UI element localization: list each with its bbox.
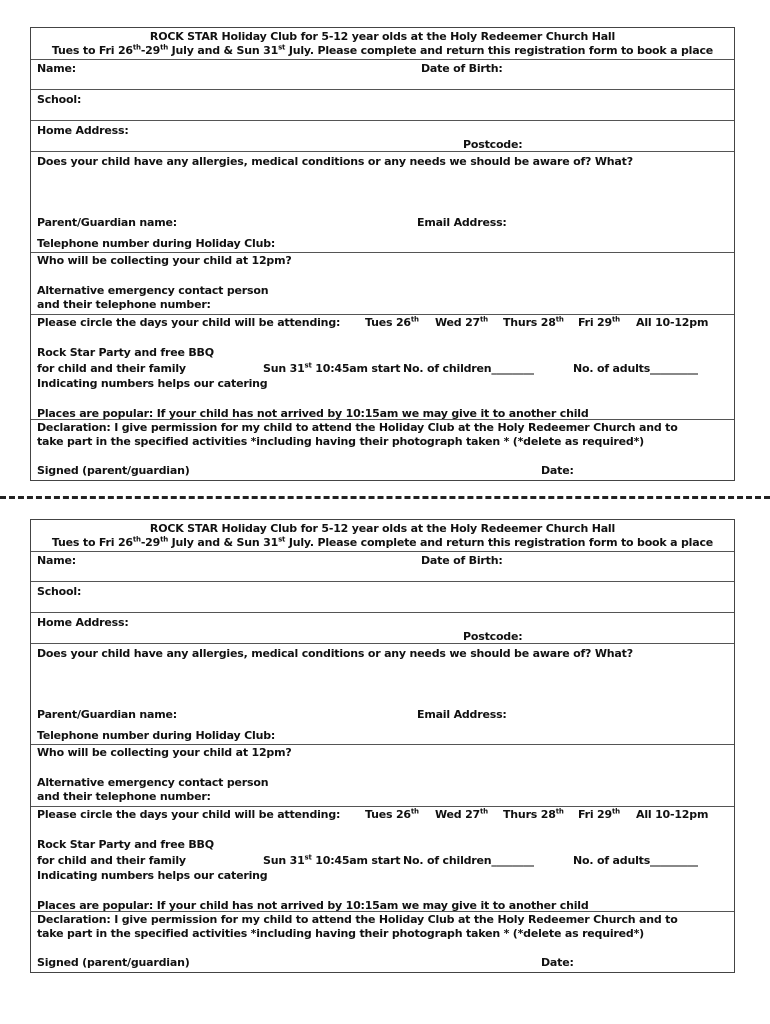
party-time: Sun 31st 10:45am start <box>263 853 401 867</box>
alt-contact-row[interactable] <box>31 774 734 806</box>
party-line-3: Indicating numbers helps our catering <box>37 377 268 390</box>
party-time: Sun 31st 10:45am start <box>263 361 401 375</box>
name-row[interactable] <box>31 551 734 581</box>
days-row[interactable] <box>31 314 734 419</box>
children-count-field[interactable]: No. of children________ <box>403 854 534 867</box>
postcode-label: Postcode: <box>463 138 523 151</box>
children-count-field[interactable]: No. of children________ <box>403 362 534 375</box>
collecting-label: Who will be collecting your child at 12pm? <box>37 254 292 267</box>
school-row[interactable] <box>31 89 734 120</box>
telephone-row[interactable] <box>31 237 734 252</box>
day-tues-option[interactable]: Tues 26th <box>365 315 419 329</box>
alt-contact-line-1: Alternative emergency contact person <box>37 284 269 297</box>
dob-label: Date of Birth: <box>421 554 503 567</box>
cut-line-divider <box>0 496 770 499</box>
school-label: School: <box>37 93 82 106</box>
name-row[interactable] <box>31 59 734 89</box>
declaration-line-2: take part in the specified activities *including having their photograph taken * (*delete as required*) <box>37 927 644 940</box>
day-tues-option[interactable]: Tues 26th <box>365 807 419 821</box>
collecting-label: Who will be collecting your child at 12pm? <box>37 746 292 759</box>
declaration-row[interactable] <box>31 419 734 480</box>
day-thurs-option[interactable]: Thurs 28th <box>503 315 564 329</box>
guardian-label: Parent/Guardian name: <box>37 708 177 721</box>
signed-label: Signed (parent/guardian) <box>37 464 190 477</box>
school-row[interactable] <box>31 581 734 612</box>
alt-contact-line-2: and their telephone number: <box>37 298 211 311</box>
day-wed-option[interactable]: Wed 27th <box>435 807 488 821</box>
name-label: Name: <box>37 554 76 567</box>
allergies-row[interactable] <box>31 151 734 243</box>
email-label: Email Address: <box>417 216 507 229</box>
title-line-2: Tues to Fri 26th-29th July and & Sun 31st July. Please complete and return this registration form to book a place <box>51 535 714 549</box>
declaration-line-1: Declaration: I give permission for my child to attend the Holiday Club at the Holy Redeemer Church and to <box>37 913 678 926</box>
dob-label: Date of Birth: <box>421 62 503 75</box>
alt-contact-line-1: Alternative emergency contact person <box>37 776 269 789</box>
party-line-1: Rock Star Party and free BBQ <box>37 346 214 359</box>
address-row[interactable] <box>31 612 734 643</box>
postcode-label: Postcode: <box>463 630 523 643</box>
date-label: Date: <box>541 956 574 969</box>
allergies-label: Does your child have any allergies, medical conditions or any needs we should be aware of? What? <box>37 155 633 168</box>
party-line-1: Rock Star Party and free BBQ <box>37 838 214 851</box>
registration-form <box>30 27 735 481</box>
declaration-line-1: Declaration: I give permission for my child to attend the Holiday Club at the Holy Redeemer Church and to <box>37 421 678 434</box>
address-label: Home Address: <box>37 616 129 629</box>
registration-form <box>30 519 735 973</box>
allergies-row[interactable] <box>31 643 734 735</box>
popular-note: Places are popular: If your child has not arrived by 10:15am we may give it to another child <box>37 899 589 912</box>
allergies-label: Does your child have any allergies, medical conditions or any needs we should be aware of? What? <box>37 647 633 660</box>
alt-contact-row[interactable] <box>31 282 734 314</box>
adults-count-field[interactable]: No. of adults_________ <box>573 362 698 375</box>
day-wed-option[interactable]: Wed 27th <box>435 315 488 329</box>
email-label: Email Address: <box>417 708 507 721</box>
collecting-row[interactable] <box>31 252 734 311</box>
party-line-2: for child and their family <box>37 362 186 375</box>
title-line-1: ROCK STAR Holiday Club for 5-12 year olds at the Holy Redeemer Church Hall <box>149 30 616 43</box>
school-label: School: <box>37 585 82 598</box>
day-all-option[interactable]: All 10-12pm <box>636 316 709 329</box>
day-thurs-option[interactable]: Thurs 28th <box>503 807 564 821</box>
name-label: Name: <box>37 62 76 75</box>
declaration-line-2: take part in the specified activities *including having their photograph taken * (*delete as required*) <box>37 435 644 448</box>
telephone-label: Telephone number during Holiday Club: <box>37 237 276 250</box>
party-line-2: for child and their family <box>37 854 186 867</box>
days-label: Please circle the days your child will be attending: <box>37 808 341 821</box>
date-label: Date: <box>541 464 574 477</box>
days-row[interactable] <box>31 806 734 911</box>
adults-count-field[interactable]: No. of adults_________ <box>573 854 698 867</box>
address-row[interactable] <box>31 120 734 151</box>
title-line-1: ROCK STAR Holiday Club for 5-12 year olds at the Holy Redeemer Church Hall <box>149 522 616 535</box>
day-fri-option[interactable]: Fri 29th <box>578 807 620 821</box>
telephone-label: Telephone number during Holiday Club: <box>37 729 276 742</box>
telephone-row[interactable] <box>31 729 734 744</box>
form-title <box>31 520 734 551</box>
title-line-2: Tues to Fri 26th-29th July and & Sun 31st July. Please complete and return this registration form to book a place <box>51 43 714 57</box>
alt-contact-line-2: and their telephone number: <box>37 790 211 803</box>
day-all-option[interactable]: All 10-12pm <box>636 808 709 821</box>
collecting-row[interactable] <box>31 744 734 803</box>
signed-label: Signed (parent/guardian) <box>37 956 190 969</box>
party-line-3: Indicating numbers helps our catering <box>37 869 268 882</box>
declaration-row[interactable] <box>31 911 734 972</box>
days-label: Please circle the days your child will be attending: <box>37 316 341 329</box>
popular-note: Places are popular: If your child has not arrived by 10:15am we may give it to another child <box>37 407 589 420</box>
day-fri-option[interactable]: Fri 29th <box>578 315 620 329</box>
guardian-label: Parent/Guardian name: <box>37 216 177 229</box>
address-label: Home Address: <box>37 124 129 137</box>
form-title <box>31 28 734 59</box>
